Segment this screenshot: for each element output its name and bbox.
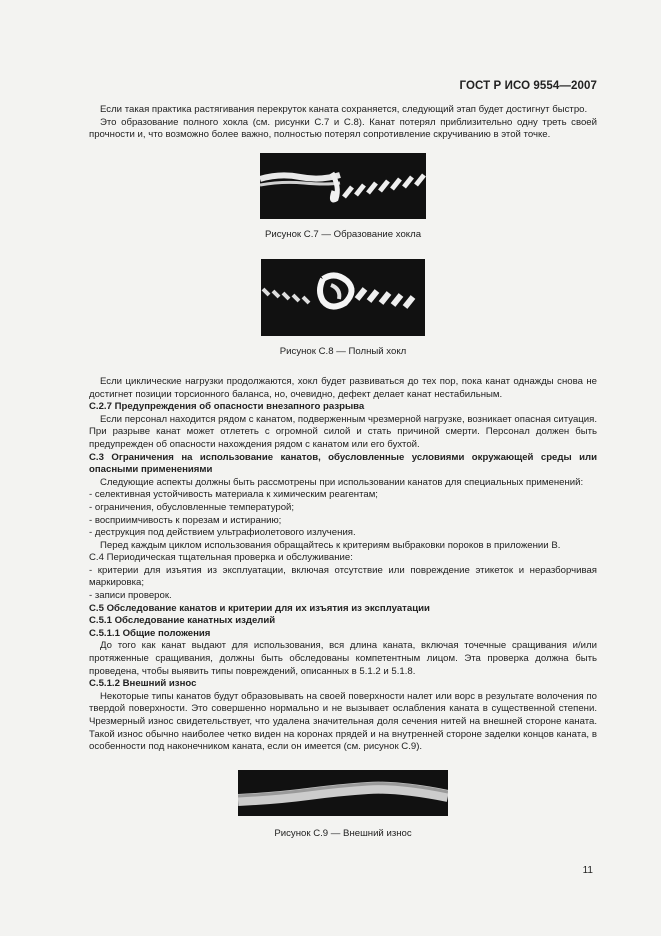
paragraph: Если персонал находится рядом с канатом, подверженным чрезмерной нагрузке, возникает опасная ситуация. При разрыве канат может отлететь с огромной силой и стать причиной смерти. Персонал должен быть предупрежден об опасности нахождения рядом с канатом или его бухтой.: [89, 413, 597, 450]
figure-c9-caption: Рисунок С.9 — Внешний износ: [274, 827, 412, 839]
figure-c8-image: [261, 259, 425, 336]
figure-c9-image: [238, 770, 448, 816]
paragraph: Перед каждым циклом использования обращайтесь к критериям выбраковки пороков в приложении В.: [100, 539, 561, 551]
paragraph: Это образование полного хокла (см. рисунки С.7 и С.8). Канат потерял приблизительно одну треть своей прочности и, что возможно более важно, полностью потерял сопротивление скручиванию в этой точке.: [89, 116, 597, 141]
section-heading: С.5.1.1 Общие положения: [89, 627, 211, 639]
aspects-list: [89, 489, 597, 539]
section-heading: С.3 Ограничения на использование канатов, обусловленные условиями окружающей среды или опасными применениями: [89, 451, 597, 476]
document-header: ГОСТ Р ИСО 9554—2007: [459, 80, 597, 92]
list-item: - восприимчивость к порезам и истиранию;: [89, 514, 282, 526]
document-body: [89, 104, 597, 840]
paragraph: Некоторые типы канатов будут образовывать на своей поверхности налет или ворс в результате волочения по твердой поверхности. Это совершенно нормально и не вызывает ослабления каната в существенной степени. Чрезмерный износ свидетельствует, что удалена значительная доля сечения нитей на внешней стороне каната. Такой износ обычно наиболее четко виден на коронах прядей и на внутренней стороне заделки концов каната, в особенности под наконечником каната, если он имеется (см. рисунок С.9).: [89, 690, 597, 753]
paragraph: Если циклические нагрузки продолжаются, хокл будет развиваться до тех пор, пока канат однажды снова не достигнет позиции торсионного баланса, но, очевидно, дефект делает канат нестабильным.: [89, 375, 597, 400]
section-heading: С.5.1.2 Внешний износ: [89, 678, 197, 690]
figure-c7-image: [260, 153, 426, 219]
section-heading: С.5 Обследование канатов и критерии для их изъятия из эксплуатации: [89, 602, 430, 614]
page-number: 11: [582, 865, 593, 876]
list-item: - деструкция под действием ультрафиолетового излучения.: [89, 527, 356, 539]
section-heading: С.5.1 Обследование канатных изделий: [89, 615, 276, 627]
paragraph: С.4 Периодическая тщательная проверка и обслуживание:: [89, 552, 353, 564]
list-item: - ограничения, обусловленные температурой;: [89, 501, 295, 513]
paragraph: - записи проверок.: [89, 590, 172, 602]
figure-c7-caption: Рисунок С.7 — Образование хокла: [264, 228, 422, 240]
paragraph: - критерии для изъятия из эксплуатации, включая отсутствие или повреждение этикеток и неразборчивая маркировка;: [89, 564, 597, 589]
paragraph: Следующие аспекты должны быть рассмотрены при использовании канатов для специальных применений:: [100, 476, 584, 488]
figure-c8-caption: Рисунок С.8 — Полный хокл: [279, 346, 407, 358]
list-item: - селективная устойчивость материала к химическим реагентам;: [89, 489, 378, 501]
section-heading: С.2.7 Предупреждения об опасности внезапного разрыва: [89, 401, 365, 413]
paragraph: Если такая практика растягивания перекруток каната сохраняется, следующий этап будет достигнут быстро.: [100, 104, 588, 115]
paragraph: До того как канат выдают для использования, вся длина каната, включая точечные сращивания и/или протяженные сращивания, должны быть обследованы компетентным лицом. Эта проверка должна быть проведена, чтобы выявить типы повреждений, описанных в 5.1.2 и 5.1.8.: [89, 640, 597, 677]
